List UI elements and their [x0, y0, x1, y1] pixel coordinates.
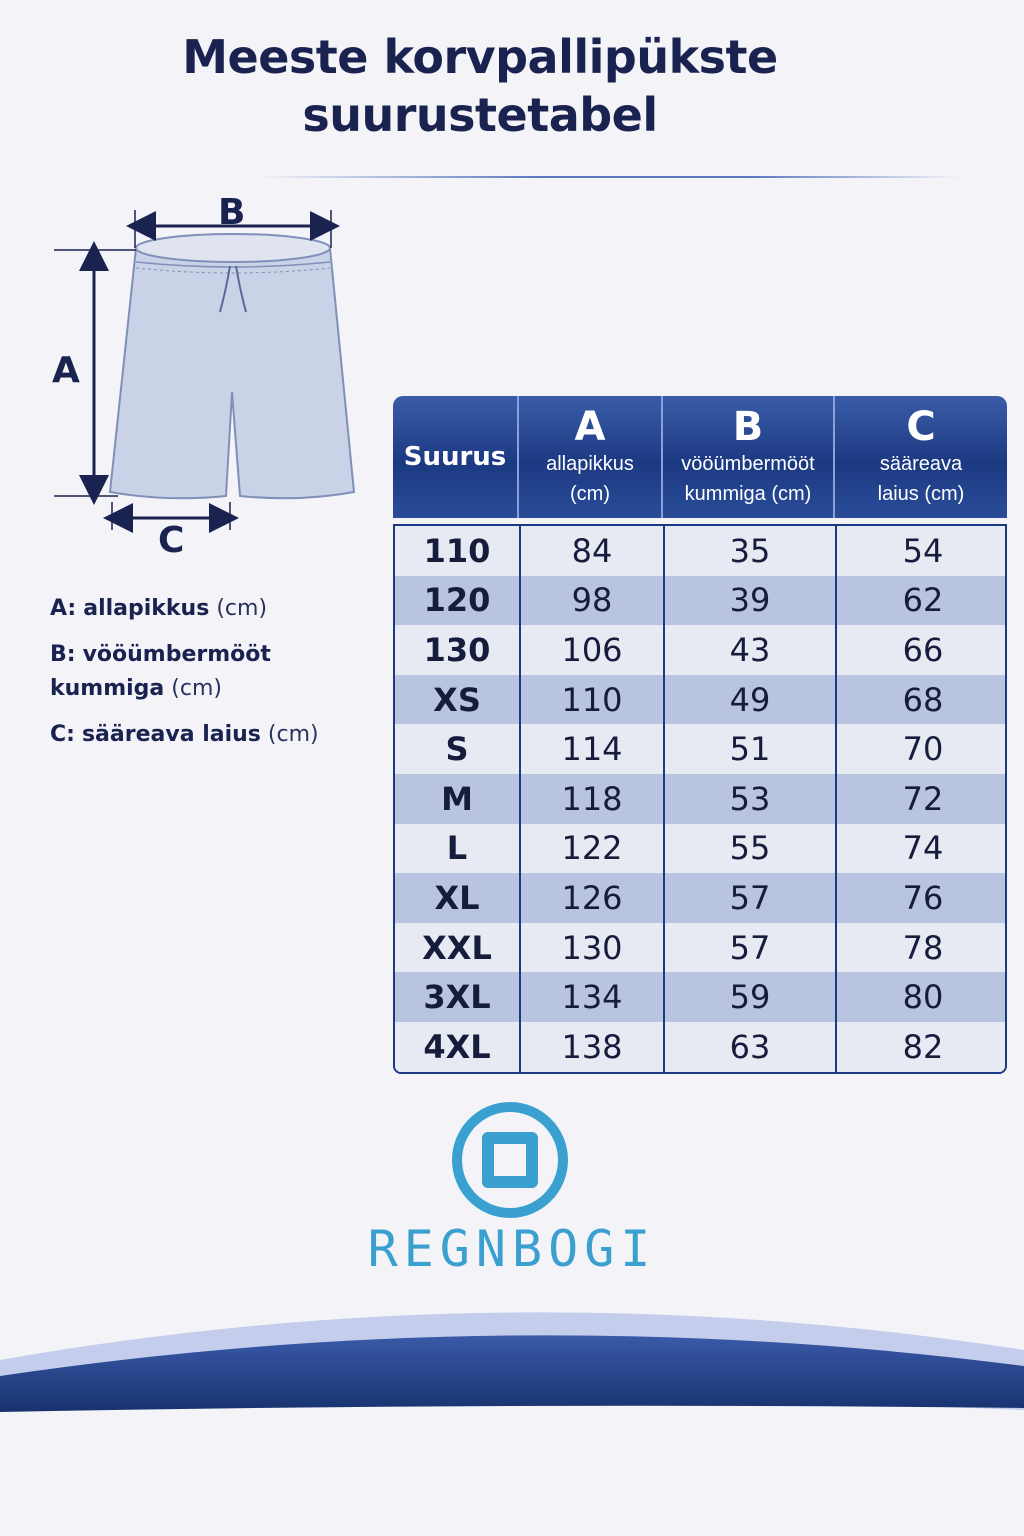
table-row — [395, 774, 1005, 824]
value-cell: 53 — [665, 774, 837, 824]
legend-text: sääreava laius — [81, 722, 261, 747]
table-row — [395, 625, 1005, 675]
value-cell: 49 — [665, 675, 837, 725]
table-row — [395, 972, 1005, 1022]
size-table — [393, 396, 1007, 1074]
value-cell: 114 — [521, 724, 665, 774]
value-cell: 70 — [902, 730, 944, 769]
table-row — [395, 526, 1005, 576]
value-cell: 118 — [521, 774, 665, 824]
header-sub: vööümbermööt — [681, 453, 815, 475]
legend-unit: (cm) — [267, 722, 319, 747]
value-cell: 134 — [521, 972, 665, 1022]
value-cell: 59 — [665, 972, 837, 1022]
table-row — [395, 923, 1005, 973]
header-letter: A — [574, 404, 606, 450]
shorts-illustration — [40, 180, 380, 570]
brand-logo — [330, 1102, 694, 1282]
header-size — [393, 396, 519, 518]
legend-item-a — [50, 592, 380, 626]
value-cell: 76 — [902, 878, 944, 917]
header-letter: C — [906, 404, 936, 450]
value-cell: 122 — [521, 824, 665, 874]
value-cell: 54 — [902, 531, 944, 570]
value-cell: 84 — [521, 526, 665, 576]
shorts-diagram — [40, 180, 380, 570]
size-cell: XS — [395, 675, 521, 725]
value-cell: 55 — [665, 824, 837, 874]
value-cell: 130 — [521, 923, 665, 973]
table-header — [393, 396, 1007, 518]
size-cell: XL — [395, 873, 521, 923]
value-cell: 35 — [665, 526, 837, 576]
size-cell: M — [395, 774, 521, 824]
value-cell: 82 — [902, 1027, 944, 1066]
value-cell: 62 — [902, 581, 944, 620]
value-cell: 78 — [902, 928, 944, 967]
value-cell: 66 — [902, 630, 944, 669]
value-cell: 80 — [902, 978, 944, 1017]
page-title — [100, 28, 860, 144]
size-cell: 4XL — [395, 1022, 521, 1072]
value-cell: 74 — [902, 829, 944, 868]
header-c — [835, 396, 1007, 518]
brand-name: REGNBOGI — [367, 1220, 657, 1278]
header-label: Suurus — [403, 442, 507, 472]
value-cell: 68 — [902, 680, 944, 719]
table-row — [395, 675, 1005, 725]
table-body — [393, 524, 1007, 1074]
title-divider — [260, 176, 960, 178]
size-cell: XXL — [395, 923, 521, 973]
value-cell: 110 — [521, 675, 665, 725]
value-cell: 126 — [521, 873, 665, 923]
value-cell: 72 — [902, 779, 944, 818]
header-letter: B — [732, 404, 764, 450]
value-cell: 57 — [665, 873, 837, 923]
value-cell: 138 — [521, 1022, 665, 1072]
legend-unit: (cm) — [216, 596, 268, 621]
value-cell: 51 — [665, 724, 837, 774]
value-cell: 63 — [665, 1022, 837, 1072]
decorative-wave — [0, 1290, 1024, 1430]
table-row — [395, 873, 1005, 923]
value-cell: 57 — [665, 923, 837, 973]
size-cell: 120 — [395, 576, 521, 626]
legend-unit: (cm) — [171, 676, 222, 701]
header-a — [519, 396, 663, 518]
table-row — [395, 724, 1005, 774]
label-c: C — [158, 520, 185, 561]
title-line-1: Meeste korvpallipükste — [182, 30, 778, 84]
value-cell: 39 — [665, 576, 837, 626]
table-row — [395, 576, 1005, 626]
header-sub: (cm) — [570, 483, 610, 505]
table-row — [395, 1022, 1005, 1072]
size-cell: 3XL — [395, 972, 521, 1022]
size-cell: 110 — [395, 526, 521, 576]
legend-key: A: — [50, 596, 77, 621]
header-sub: allapikkus — [546, 453, 634, 475]
value-cell: 106 — [521, 625, 665, 675]
legend-item-c — [50, 718, 380, 752]
ring-square-logo-icon — [452, 1102, 568, 1218]
title-line-2: suurustetabel — [302, 88, 658, 142]
label-b: B — [218, 192, 246, 233]
legend-text: vööümbermööt kummiga — [50, 642, 271, 701]
size-cell: 130 — [395, 625, 521, 675]
header-b — [663, 396, 835, 518]
value-cell: 43 — [665, 625, 837, 675]
legend-key: B: — [50, 642, 76, 667]
header-sub: kummiga (cm) — [684, 483, 812, 505]
legend-key: C: — [50, 722, 75, 747]
size-cell: S — [395, 724, 521, 774]
value-cell: 98 — [521, 576, 665, 626]
header-sub: laius (cm) — [877, 483, 965, 505]
legend-text: allapikkus — [83, 596, 210, 621]
label-a: A — [52, 350, 80, 391]
header-sub: sääreava — [879, 453, 963, 475]
table-row — [395, 824, 1005, 874]
size-cell: L — [395, 824, 521, 874]
legend-item-b — [50, 638, 380, 706]
measurement-legend — [50, 592, 380, 764]
